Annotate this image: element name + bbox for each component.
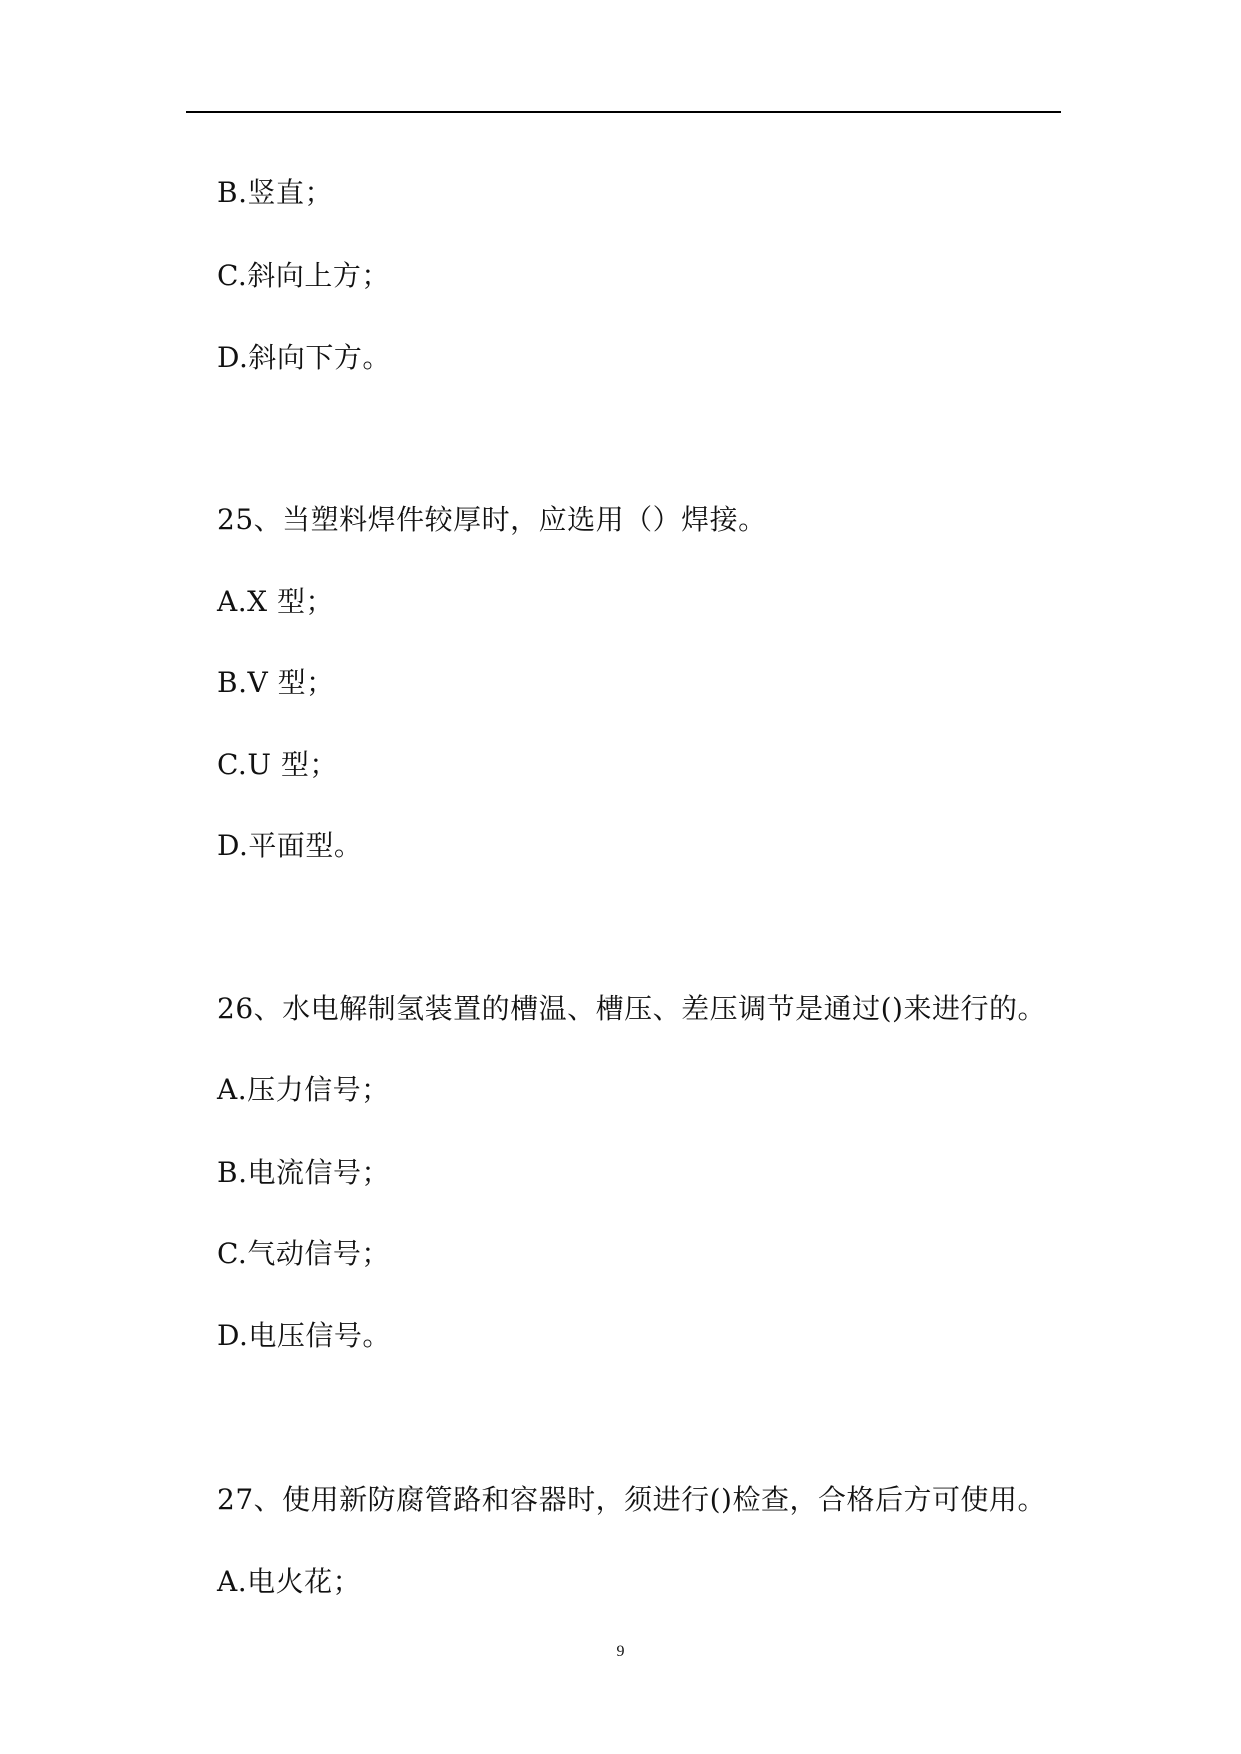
question-26-option-b: B.电流信号； (217, 1156, 390, 1189)
option-c: C.斜向上方； (217, 259, 390, 292)
question-26-option-a: A.压力信号； (217, 1073, 390, 1106)
page-number: 9 (616, 1643, 625, 1660)
question-27-option-a: A.电火花； (217, 1565, 362, 1598)
header-rule (186, 111, 1061, 113)
question-26-stem: 26、水电解制氢装置的槽温、槽压、差压调节是通过()来进行的。 (217, 992, 1046, 1025)
option-d: D.斜向下方。 (217, 341, 391, 374)
question-25-option-d: D.平面型。 (217, 829, 363, 862)
question-27-stem: 27、使用新防腐管路和容器时，须进行()检查，合格后方可使用。 (217, 1483, 1046, 1516)
question-25-option-a: A.X 型； (217, 585, 334, 618)
question-25-option-b: B.V 型； (217, 666, 335, 699)
option-b: B.竖直； (217, 176, 333, 209)
question-26-option-c: C.气动信号； (217, 1237, 390, 1270)
question-25-option-c: C.U 型； (217, 748, 338, 781)
question-26-option-d: D.电压信号。 (217, 1319, 391, 1352)
question-25-stem: 25、当塑料焊件较厚时，应选用（）焊接。 (217, 503, 767, 536)
